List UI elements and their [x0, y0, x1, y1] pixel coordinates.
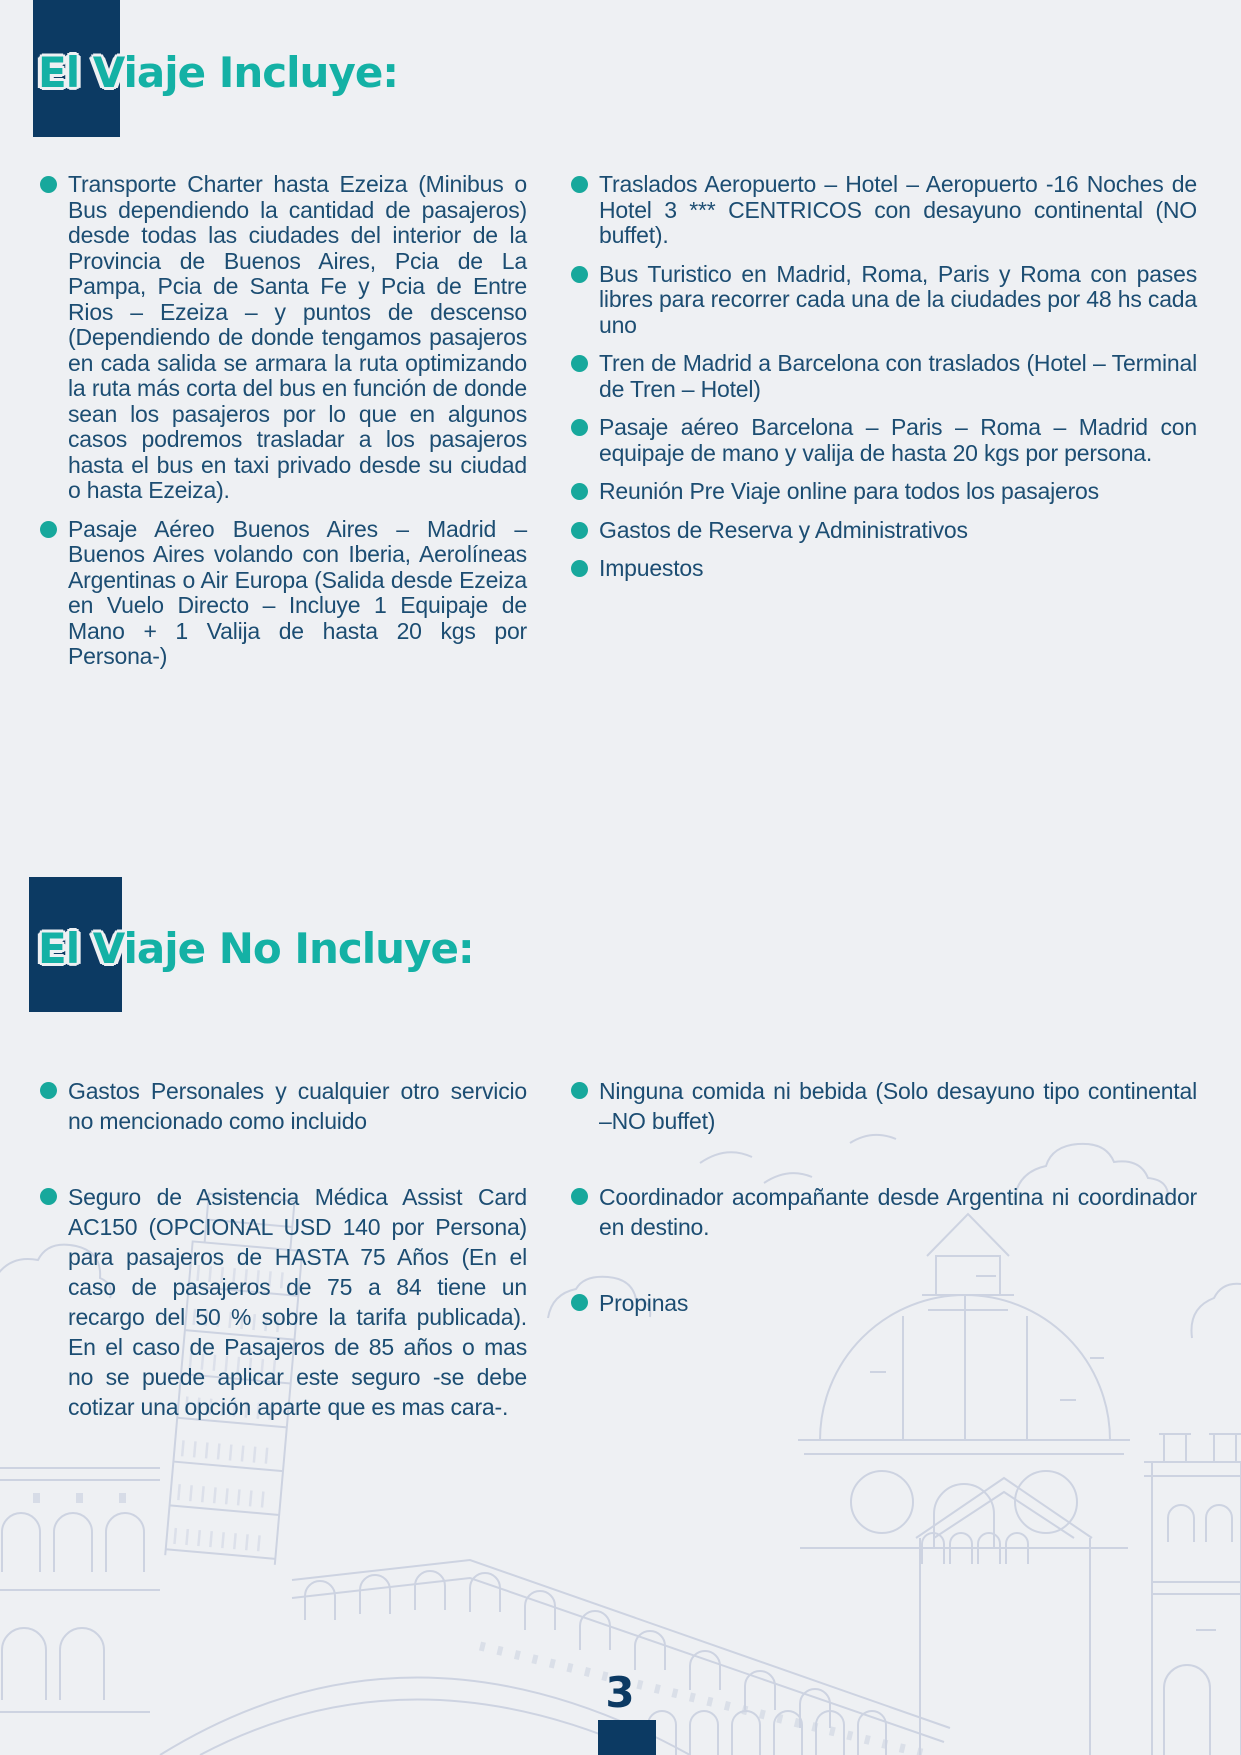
bullet-icon	[571, 266, 588, 283]
page-number-accent-rectangle	[598, 1720, 656, 1755]
bullet-icon	[571, 522, 588, 539]
list-item-text: Pasaje Aéreo Buenos Aires – Madrid – Buenos Aires volando con Iberia, Aerolíneas Argentinas o Air Europa (Salida desde Ezeiza en Vuelo Directo – Incluye 1 Equipaje de Mano + 1 Valija de hasta 20 kgs por Persona-)	[68, 515, 527, 669]
incluye-left-list	[40, 172, 527, 683]
list-item-text: Traslados Aeropuerto – Hotel – Aeropuerto -16 Noches de Hotel 3 *** CENTRICOS con desayuno continental (NO buffet).	[599, 171, 1197, 248]
list-item-text: Gastos Personales y cualquier otro servicio no mencionado como incluido	[68, 1078, 527, 1134]
colonnade-art	[0, 1468, 160, 1712]
list-item	[40, 1182, 527, 1422]
list-item	[571, 415, 1197, 466]
list-item	[571, 1288, 1197, 1318]
no-incluye-right-list	[571, 1076, 1197, 1364]
list-item	[571, 556, 1197, 582]
bullet-icon	[571, 560, 588, 577]
page-number: 3	[605, 1668, 635, 1717]
bullet-icon	[571, 176, 588, 193]
list-item-text: Coordinador acompañante desde Argentina ni coordinador en destino.	[599, 1184, 1197, 1240]
list-item	[571, 351, 1197, 402]
bullet-icon	[40, 1188, 57, 1205]
list-item-text: Ninguna comida ni bebida (Solo desayuno tipo continental –NO buffet)	[599, 1078, 1197, 1134]
list-item	[571, 1182, 1197, 1242]
list-item-text: Bus Turistico en Madrid, Roma, Paris y Roma con pases libres para recorrer cada una de la ciudades por 48 hs cada uno	[599, 260, 1197, 338]
list-item	[571, 518, 1197, 544]
list-item	[40, 172, 527, 504]
no-incluye-left-list	[40, 1076, 527, 1468]
bullet-icon	[571, 1294, 588, 1311]
list-item-text: Propinas	[599, 1290, 689, 1316]
list-item	[40, 517, 527, 670]
bullet-icon	[40, 1082, 57, 1099]
list-item-text: Gastos de Reserva y Administrativos	[599, 516, 968, 543]
list-item-text: Pasaje aéreo Barcelona – Paris – Roma – Madrid con equipaje de mano y valija de hasta 20 kgs por persona.	[599, 414, 1197, 466]
bullet-icon	[40, 521, 57, 538]
list-item-text: Reunión Pre Viaje online para todos los pasajeros	[599, 478, 1099, 504]
list-item-text: Impuestos	[599, 555, 704, 581]
bullet-icon	[571, 1188, 588, 1205]
bridge-art	[160, 1560, 950, 1755]
section-title-incluye: El Viaje Incluye:	[38, 48, 399, 97]
list-item	[571, 1076, 1197, 1136]
list-item	[571, 262, 1197, 339]
incluye-right-list	[571, 172, 1197, 595]
bullet-icon	[571, 419, 588, 436]
list-item	[571, 172, 1197, 249]
bullet-icon	[571, 483, 588, 500]
bullet-icon	[40, 176, 57, 193]
section-title-no-incluye: El Viaje No Incluye:	[38, 924, 474, 973]
list-item-text: Transporte Charter hasta Ezeiza (Minibus o Bus dependiendo la cantidad de pasajeros) desde todas las ciudades del interior de la Provincia de Buenos Aires, Pcia de La Pampa, Pcia de Santa Fe y Pcia de Entre Rios – Ezeiza – y puntos de descenso (Dependiendo de donde tengamos pasajeros en cada salida se armara la ruta optimizando la ruta más corta del bus en función de donde sean los pasajeros por lo que en algunos casos podremos trasladar a los pasajeros hasta el bus en taxi privado desde su ciudad o hasta Ezeiza).	[68, 171, 527, 503]
list-item	[571, 479, 1197, 505]
list-item-text: Seguro de Asistencia Médica Assist Card AC150 (OPCIONAL USD 140 por Persona) para pasajeros de HASTA 75 Años (En el caso de pasajeros de 75 a 84 tiene un recargo del 50 % sobre la tarifa publicada). En el caso de Pasajeros de 85 años o mas no se puede aplicar este seguro -se debe cotizar una opción aparte que es mas cara-.	[68, 1184, 527, 1420]
buildings-art	[916, 1434, 1241, 1755]
bullet-icon	[571, 355, 588, 372]
list-item-text: Tren de Madrid a Barcelona con traslados (Hotel – Terminal de Tren – Hotel)	[599, 350, 1197, 402]
list-item	[40, 1076, 527, 1136]
bullet-icon	[571, 1082, 588, 1099]
